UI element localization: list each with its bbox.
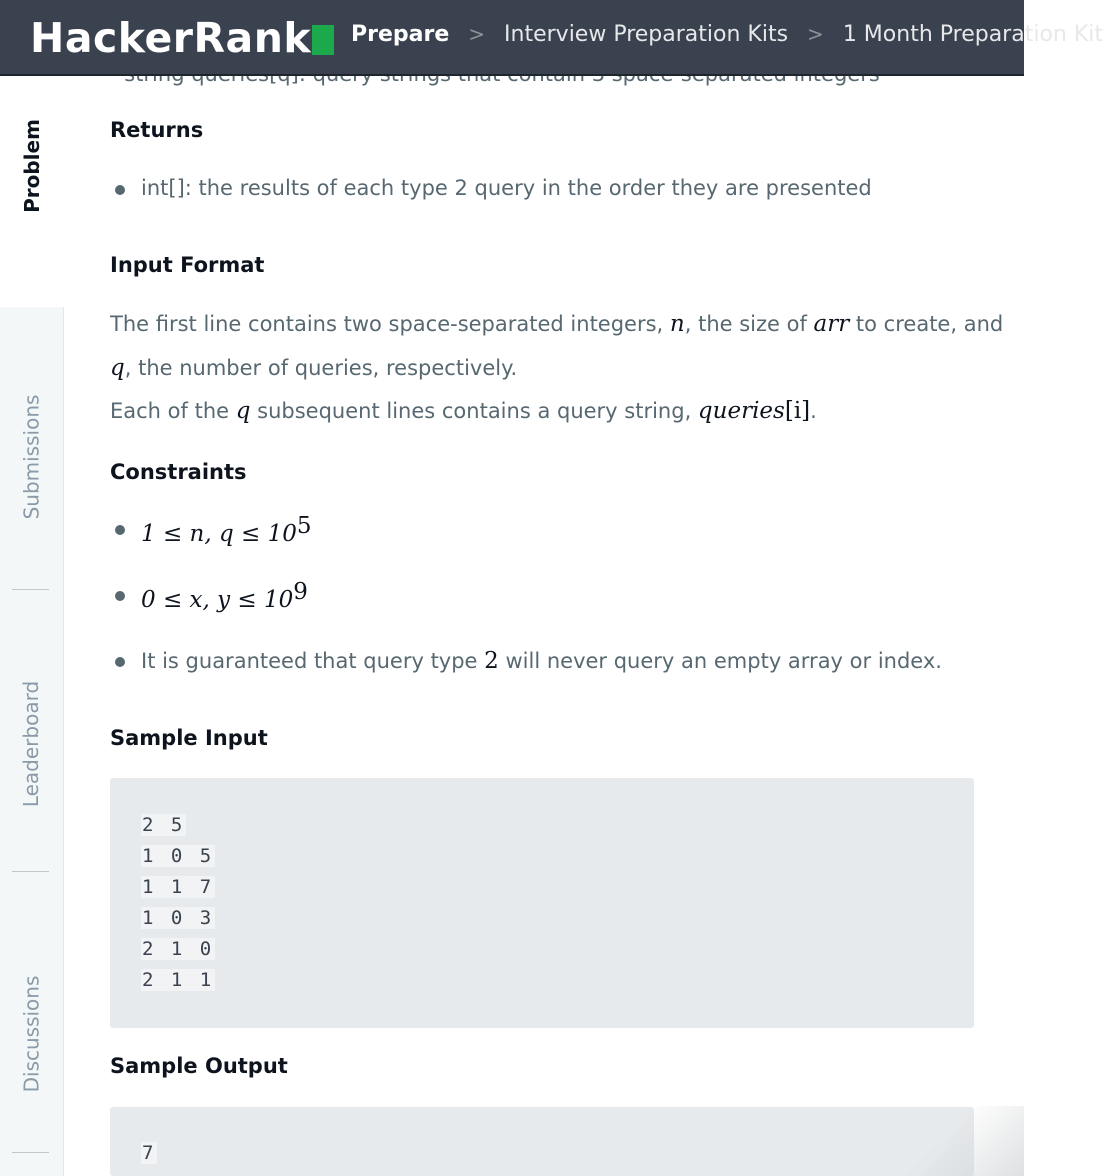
math-queries: queries <box>697 398 785 424</box>
tab-divider <box>12 871 49 872</box>
constraint-1 <box>141 513 312 547</box>
logo-green-block <box>312 25 334 55</box>
math-q: q <box>110 355 125 381</box>
sample-input-line: 2 1 0 <box>142 938 215 960</box>
sample-input-line: 1 1 7 <box>142 876 215 898</box>
returns-item: int[]: the results of each type 2 query in the order they are presented <box>141 176 872 200</box>
math-q: q <box>235 398 251 424</box>
input-text: . <box>810 399 817 423</box>
input-format-line-3 <box>110 398 817 424</box>
tab-problem[interactable] <box>0 74 63 257</box>
side-tabs <box>0 74 63 1176</box>
input-text: , the size of <box>684 312 814 336</box>
corner-shadow <box>884 1106 1024 1176</box>
chevron-right-icon: > <box>807 22 824 46</box>
constraints-heading: Constraints <box>110 460 247 484</box>
sample-input-line: 1 0 5 <box>142 845 215 867</box>
input-text: Each of the <box>110 399 236 423</box>
breadcrumb-prepare[interactable]: Prepare <box>351 22 450 47</box>
tab-discussions[interactable] <box>0 934 63 1134</box>
tab-leaderboard[interactable] <box>0 644 63 844</box>
constraint-3 <box>141 648 942 674</box>
sample-input-heading: Sample Input <box>110 726 268 750</box>
sample-output-heading: Sample Output <box>110 1054 288 1078</box>
sample-input-box <box>110 778 974 1028</box>
top-navigation-bar <box>0 0 1103 76</box>
math-two: 2 <box>484 648 499 674</box>
constraint-3-text: It is guaranteed that query type <box>141 649 485 673</box>
constraint-2 <box>141 579 308 613</box>
hackerrank-logo[interactable] <box>30 14 334 62</box>
tab-discussions-label: Discussions <box>19 975 44 1093</box>
chevron-right-icon: > <box>468 22 486 46</box>
tab-leaderboard-label: Leaderboard <box>19 680 44 808</box>
sample-output-box <box>110 1107 974 1176</box>
tab-problem-label: Problem <box>19 118 44 213</box>
math-n: n <box>669 311 685 337</box>
constraint-1-exponent: 5 <box>296 513 312 539</box>
input-text: , the number of queries, respectively. <box>124 356 518 380</box>
constraint-2-text: 0 ≤ x, y ≤ 10 <box>141 587 294 613</box>
tab-submissions-label: Submissions <box>19 394 44 520</box>
sample-input-line: 1 0 3 <box>142 907 215 929</box>
input-format-heading: Input Format <box>110 253 265 277</box>
input-text: to create, and <box>849 312 1004 336</box>
sample-input-line: 2 1 1 <box>142 969 215 991</box>
bullet <box>115 525 125 535</box>
tab-divider <box>12 1152 49 1153</box>
bullet <box>115 657 125 667</box>
breadcrumb-interview-kits[interactable]: Interview Preparation Kits <box>504 22 789 47</box>
logo-text: HackerRank <box>30 14 312 62</box>
input-format-line-2 <box>110 355 517 381</box>
breadcrumb <box>351 22 1103 47</box>
tab-submissions[interactable] <box>0 357 63 557</box>
returns-heading: Returns <box>110 118 204 142</box>
tab-divider <box>12 589 49 590</box>
constraint-3-text: will never query an empty array or index. <box>498 649 942 673</box>
input-text: subsequent lines contains a query string, <box>250 399 698 423</box>
bullet <box>115 591 125 601</box>
input-format-line-1 <box>110 311 1003 337</box>
constraint-1-text: 1 ≤ n, q ≤ 10 <box>141 521 297 547</box>
breadcrumb-month-kit[interactable]: 1 Month Preparation Kit <box>842 22 1103 47</box>
math-index: [i] <box>784 398 811 424</box>
bullet <box>115 185 125 195</box>
math-arr: arr <box>813 311 850 337</box>
constraint-2-exponent: 9 <box>293 579 308 605</box>
sample-output-line: 7 <box>142 1142 157 1164</box>
sample-input-line: 2 5 <box>142 814 186 836</box>
input-text: The first line contains two space-separated integers, <box>110 312 670 336</box>
